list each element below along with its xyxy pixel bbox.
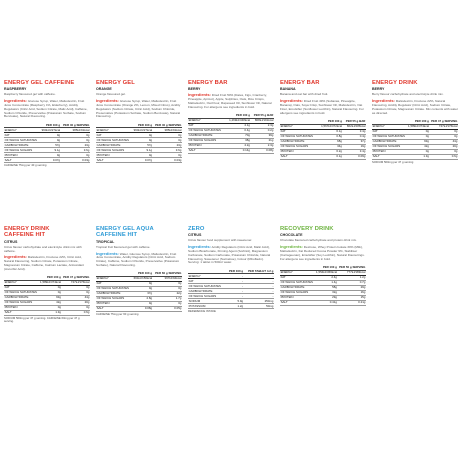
nutrient-name: OF WHICH SATURATES <box>96 138 132 143</box>
ingredients-text <box>96 99 182 119</box>
product-title: ENERGY BAR <box>280 80 320 86</box>
nutrient-value: 20g <box>430 144 458 149</box>
nutrient-value: 0g <box>132 286 153 291</box>
product-description: Tropical fruit flavoured gel with caffeine. <box>96 244 151 249</box>
nutrient-value: 777kJ/183kcal <box>338 270 366 275</box>
nutrient-name: CARBOHYDRATE <box>188 289 226 294</box>
nutrient-value: 42g <box>39 300 62 305</box>
ingredients-label: Ingredients: <box>188 244 211 250</box>
nutrient-value: 9.1g <box>40 148 61 153</box>
nutrient-name: ENERGY <box>280 270 315 275</box>
nutrient-name: PROTEIN <box>280 149 318 154</box>
nutrient-name: OF WHICH SATURATES <box>280 279 313 284</box>
nutrient-value: 4.1g <box>226 123 251 128</box>
nutrient-value: 0.6g <box>62 310 90 315</box>
nutrient-value: 964kJ/227kcal <box>41 127 61 132</box>
nutrient-name: CARBOHYDRATE <box>96 143 132 148</box>
nutrition-column-header: PER 100 g <box>40 123 61 128</box>
nutrition-column-header: PER 47 g SERVING <box>63 274 90 279</box>
nutrition-column-header: PER 60 g SERVING <box>153 272 182 277</box>
nutrition-table <box>4 276 90 316</box>
nutrient-name: ENERGY <box>4 128 40 133</box>
nutrient-value: 23g <box>61 143 90 148</box>
ingredients-list: Dried Fruit 49% (Sultanas, Pineapple, Banana), Oats, Soya Crisp, Sunflower Oil, Maltodextrin, Oat Flour, Emulsifier (Sunflower Lecithin), Natural Flavouring. For allergens see ingredients in bold. <box>280 99 364 115</box>
product-title: ENERGY GEL CAFFEINE <box>4 80 75 86</box>
nutrient-value: 3.4g <box>343 149 366 154</box>
nutrient-value: 23g <box>153 143 182 148</box>
nutrient-value: 19g <box>343 144 366 149</box>
nutrient-value: 1,589kJ/374kcal <box>408 123 429 128</box>
ingredients-text <box>96 252 182 268</box>
nutrient-value: 0g <box>132 133 153 138</box>
nutrient-value: - <box>244 274 274 279</box>
nutrient-value: 0g <box>153 153 182 158</box>
product-subtitle: CAFFEINE HIT <box>4 232 46 239</box>
nutrition-table <box>372 119 458 159</box>
nutrient-value: 250mg <box>244 299 274 304</box>
nutrition-column-header: PER 55 g BAR <box>251 114 274 119</box>
product-title: ZERO <box>188 226 205 232</box>
nutrient-value: 1,554kJ/366kcal <box>316 269 337 274</box>
nutrient-value: - <box>226 294 243 299</box>
nutrient-value: 808kJ/191kcal <box>251 118 274 123</box>
nutrient-value: 2.3g <box>251 143 274 148</box>
nutrition-table <box>280 119 366 159</box>
nutrient-value: 0.21g <box>338 300 366 305</box>
nutrient-value: 34g <box>318 144 343 149</box>
nutrient-name: OF WHICH SUGARS <box>188 294 226 299</box>
nutrition-column-header: PER 100 g <box>407 119 430 124</box>
nutrient-value: 39g <box>251 133 274 138</box>
nutrient-value: 747kJ/176kcal <box>430 124 458 129</box>
nutrient-value: 16g <box>338 290 366 295</box>
nutrient-name: OF WHICH SATURATES <box>96 286 132 291</box>
nutrition-row <box>372 154 458 159</box>
nutrient-value: 93g <box>407 139 430 144</box>
nutrient-value: - <box>226 289 243 294</box>
nutrient-value: 0.03g <box>153 158 182 163</box>
nutrient-name: OF WHICH SATURATES <box>280 134 318 139</box>
ingredients-label: Ingredients: <box>96 250 119 256</box>
nutrient-name: PROTEIN <box>188 143 226 148</box>
nutrient-value: 0g <box>430 129 458 134</box>
nutrient-name: CARBOHYDRATE <box>280 139 318 144</box>
nutrient-value: 0g <box>62 285 90 290</box>
nutrition-column-header: PER 100 g <box>132 123 153 128</box>
nutrition-column-header: PER 100 g <box>226 269 243 274</box>
nutrient-name: SALT <box>4 310 39 315</box>
nutrient-name: CARBOHYDRATE <box>280 285 315 290</box>
nutrient-name: FAT <box>372 129 407 134</box>
nutrient-name: OF WHICH SUGARS <box>280 290 315 295</box>
nutrient-name: SALT <box>4 158 40 163</box>
ingredients-list: Dried Fruit 50% (Dates, Figs, Cranberry, Pineapple, Apricot), Apple, Sulphites, Oats, Rice Crisps, Maltodextrin, Oat Flour, Rapeseed Oil, Sunflower Oil, Natural Flavouring. For allergens see ingredients in bold. <box>188 93 272 109</box>
nutrient-value: 68g <box>318 139 343 144</box>
product-card <box>188 226 274 314</box>
product-title: RECOVERY DRINK <box>280 226 334 232</box>
nutrient-value: 0g <box>40 138 61 143</box>
nutrient-value: 29g <box>315 295 338 300</box>
nutrition-column-header: PER 100 g <box>39 276 62 281</box>
nutrient-value: - <box>244 294 274 299</box>
nutrient-value: 1,589kJ/374kcal <box>40 280 61 285</box>
nutrient-value: 0g <box>40 153 61 158</box>
nutrient-name: OF WHICH SUGARS <box>96 296 132 301</box>
nutrient-value: 57g <box>40 143 61 148</box>
flavour-label: RASPBERRY <box>4 87 27 92</box>
product-title: ENERGY GEL AQUA <box>96 226 154 232</box>
nutrient-value: 57g <box>132 143 153 148</box>
nutrient-value: 1.3g <box>407 154 430 159</box>
nutrient-value: 0.08g <box>132 306 153 311</box>
ingredients-list: Dextrose, Whey Protein Isolate 30% (Milk), Maltodextrin, Fat Reduced Cocoa Powder 9%, Stabiliser (Carrageenan), Emulsifier (Soy Lecithin), Natural Flavourings. For allergens see ingredients in bold. <box>280 245 365 261</box>
product-title: ENERGY BAR <box>188 80 228 86</box>
nutrient-value: 0g <box>61 133 90 138</box>
nutrient-name: FAT <box>4 285 39 290</box>
nutrient-value: 0g <box>39 290 62 295</box>
nutrient-name: PROTEIN <box>4 305 39 310</box>
nutrient-name: SODIUM <box>188 299 226 304</box>
nutrient-name: POTASSIUM <box>188 304 226 309</box>
nutrition-table <box>280 265 366 305</box>
product-description: Citrus flavour food supplement with sweetener. <box>188 238 253 243</box>
flavour-label: CHOCOLATE <box>280 233 303 238</box>
nutrient-name: CARBOHYDRATE <box>4 295 39 300</box>
nutrient-value: 6.2g <box>318 149 343 154</box>
product-subtitle: CAFFEINE HIT <box>96 232 138 239</box>
flavour-label: BERRY <box>372 87 385 92</box>
nutrient-value: 0g <box>39 305 62 310</box>
nutrition-column-header: PER TABLET 4.2 g <box>244 269 274 274</box>
nutrient-value: 0g <box>153 138 182 143</box>
nutrient-value: 37g <box>343 139 366 144</box>
nutrient-name: OF WHICH SATURATES <box>372 133 405 138</box>
nutrition-table <box>96 272 182 312</box>
nutrient-name: PROTEIN <box>372 149 407 154</box>
nutrient-value: 0g <box>61 138 90 143</box>
nutrient-name: OF WHICH SATURATES <box>4 138 40 143</box>
nutrient-value: 1,469kJ/348kcal <box>226 118 251 123</box>
nutrient-name: OF WHICH SUGARS <box>96 148 132 153</box>
nutrient-value: 20g <box>62 300 90 305</box>
nutrient-value: 1.4g <box>315 280 338 285</box>
nutrition-footnote: REFERENCE INTAKE <box>188 309 216 314</box>
ingredients-text <box>4 255 90 271</box>
nutrient-value: 397kJ/94kcal <box>153 276 182 281</box>
nutrient-name: OF WHICH SUGARS <box>4 300 39 305</box>
nutrient-value: 862kJ/205kcal <box>343 124 366 129</box>
nutrient-value: 0g <box>62 305 90 310</box>
nutrient-value: 0.2g <box>251 128 274 133</box>
nutrition-row <box>96 158 182 163</box>
flavour-label: CITRUS <box>4 239 18 244</box>
nutrient-value: 0g <box>132 281 153 286</box>
product-description: Banana and oat bar with dried fruit. <box>280 92 329 97</box>
nutrient-value: 0g <box>407 134 430 139</box>
nutrition-column-header: PER 40 g SERVING <box>61 123 90 128</box>
nutrient-value: 2.8g <box>132 296 153 301</box>
ingredients-text <box>280 245 366 261</box>
nutrition-column-header: PER 100 g <box>132 272 153 277</box>
nutrient-name: ENERGY <box>188 274 226 279</box>
ingredients-list: Maltodextrin, Fructose 22%, Natural Flavouring, Acidity Regulator (Citric Acid), Sodium Citrate, Potassium Citrate, Magnesium Citrate. Mix contents with water as directed. <box>372 99 458 115</box>
nutrient-name: SALT <box>280 154 318 159</box>
nutrient-name: PROTEIN <box>4 153 40 158</box>
nutrition-table <box>188 114 274 154</box>
nutrient-value: - <box>226 284 243 289</box>
nutrient-value: 1.2g <box>338 275 366 280</box>
product-card <box>280 80 366 160</box>
nutrient-name: FAT <box>4 133 40 138</box>
nutrient-name: FAT <box>280 129 318 134</box>
nutrient-value: 0g <box>430 134 458 139</box>
nutrition-column-header: PER 100 g <box>226 114 251 119</box>
nutrient-value: 1.7g <box>153 296 182 301</box>
flavour-label: BANANA <box>280 87 296 92</box>
nutrient-name: SALT <box>188 148 226 153</box>
nutrition-footnote: SODIUM 500mg per 47 g serving. CAFFEINE 60mg per 47 g serving. <box>4 315 80 324</box>
nutrient-value: 44g <box>62 295 90 300</box>
nutrient-name: FAT <box>280 275 315 280</box>
nutrient-value: 0.8g <box>318 134 343 139</box>
nutrient-name: OF WHICH SUGARS <box>280 144 318 149</box>
nutrition-footnote: CAFFEINE 75mg per 40 g serving <box>4 163 47 168</box>
nutrient-name: ENERGY <box>188 118 226 123</box>
flavour-label: BERRY <box>188 87 201 92</box>
nutrition-table <box>188 269 274 309</box>
nutrient-value: 1,567kJ/372kcal <box>318 124 343 129</box>
nutrient-value: 0.1g <box>318 154 343 159</box>
flavour-label: CITRUS <box>188 233 202 238</box>
ingredients-text <box>4 99 90 119</box>
nutrient-value: 2.4g <box>315 275 338 280</box>
nutrient-name: ENERGY <box>4 280 39 285</box>
nutrient-value: 0.6g <box>430 154 458 159</box>
nutrient-value: 964kJ/227kcal <box>133 127 153 132</box>
nutrient-value: 385kJ/91kcal <box>61 128 90 133</box>
product-title: ENERGY DRINK <box>4 226 50 232</box>
nutrient-value: 5.9g <box>226 299 243 304</box>
product-card <box>188 80 274 154</box>
nutrition-table <box>96 123 182 163</box>
ingredients-list: Maltodextrin, Fructose 22%, Citric Acid, Natural Flavouring, Sodium Citrate, Potassium Citrate, Magnesium Citrate, Caffeine, Calcium Lactate, Antioxidant (Ascorbic Acid). <box>4 255 84 271</box>
nutrition-row <box>280 154 366 159</box>
nutrient-value: 3.6g <box>61 148 90 153</box>
nutrient-name: OF WHICH SATURATES <box>188 284 226 289</box>
nutrition-footnote: CAFFEINE 75mg per 60 g serving <box>96 311 139 316</box>
product-description: Citrus flavour carbohydrate and electrolyte drink mix with caffeine. <box>4 244 82 253</box>
ingredients-label: Ingredients: <box>96 98 119 104</box>
nutrient-value: 0g <box>132 138 153 143</box>
nutrition-row <box>280 300 366 305</box>
nutrient-value: 0g <box>430 149 458 154</box>
nutrient-value: 0.07g <box>40 158 61 163</box>
nutrient-name: SALT <box>96 158 132 163</box>
nutrient-value: 6.1g <box>318 129 343 134</box>
nutrient-name: PROTEIN <box>96 153 132 158</box>
nutrient-name: ENERGY <box>96 128 132 133</box>
nutrient-value: 0g <box>153 286 182 291</box>
flavour-label: ORANGE <box>96 87 112 92</box>
nutrition-row <box>4 158 90 163</box>
nutrient-value: 0.14g <box>226 148 251 153</box>
nutrient-name: FAT <box>96 281 132 286</box>
nutrient-value: 4.2g <box>226 143 251 148</box>
product-title: ENERGY DRINK <box>372 80 418 86</box>
nutrient-value: 0.4g <box>226 128 251 133</box>
nutrient-value: 0g <box>153 301 182 306</box>
nutrient-value: 50mg <box>244 304 274 309</box>
nutrient-value: 42g <box>407 144 430 149</box>
product-card <box>96 226 182 316</box>
nutrient-value: 0g <box>132 153 153 158</box>
product-card <box>280 226 366 306</box>
nutrition-column-header: PER 100 g <box>315 265 338 270</box>
nutrient-value: 29g <box>338 285 366 290</box>
nutrient-value: 0.4g <box>343 134 366 139</box>
nutrient-value: 0.03g <box>61 158 90 163</box>
nutrient-value: 22g <box>153 291 182 296</box>
nutrient-value: 661kJ/156kcal <box>133 276 153 281</box>
nutrient-value: 0g <box>40 133 61 138</box>
nutrient-value: 0g <box>407 129 430 134</box>
nutrient-name: ENERGY <box>280 124 318 129</box>
nutrient-value: 747kJ/176kcal <box>62 280 90 285</box>
nutrient-value: 37g <box>132 291 153 296</box>
nutrient-name: PROTEIN <box>96 301 132 306</box>
nutrition-column-header: PER 50 g SERVING <box>339 264 366 269</box>
nutrient-value: 1.2g <box>226 304 243 309</box>
ingredients-label: Ingredients: <box>280 244 303 250</box>
nutrient-value: 0g <box>62 290 90 295</box>
nutrient-value: 58g <box>315 285 338 290</box>
nutrient-value: - <box>244 289 274 294</box>
nutrient-name: SALT <box>96 306 132 311</box>
nutrition-column-header: PER 100 g <box>318 119 343 124</box>
flavour-label: TROPICAL <box>96 239 115 244</box>
nutrient-value: 3.4g <box>343 129 366 134</box>
product-title: ENERGY GEL <box>96 80 135 86</box>
nutrient-name: CARBOHYDRATE <box>372 139 407 144</box>
nutrient-value: 3.6g <box>153 148 182 153</box>
nutrient-name: CARBOHYDRATE <box>4 143 40 148</box>
ingredients-list: Glucose Syrup, Water, Maltodextrin, Fruit Juice Concentrate (Orange 2%, Lemon, Mixed Citrus), Acidity Regulators (Sodium Citrate, Citric Acid), Sodium Chloride, Preservative (Potassium Sorbate, Sodium Benzoate), Natural Flavouring. <box>96 99 181 119</box>
nutrition-row <box>188 148 274 153</box>
nutrient-value: 0.7g <box>338 280 366 285</box>
nutrition-column-header: PER 40 g SERVING <box>153 123 182 128</box>
ingredients-label: Ingredients: <box>4 254 27 260</box>
nutrient-value: 32g <box>315 290 338 295</box>
nutrient-name: FAT <box>188 123 226 128</box>
ingredients-text <box>188 93 274 109</box>
ingredients-list: Acidity Regulators (Citric Acid, Malic Acid), Sodium Bicarbonate, Firming Agent (Sorbitol), Magnesium Carbonate, Sodium Carbonate, Potassium Chloride, Natural Flavouring, Sweetener (Sucralose), Colour (Riboflavin). Serving: 1 tablet in 500ml water. <box>188 245 271 265</box>
nutrient-name: ENERGY <box>372 124 407 129</box>
nutrient-value: 93g <box>39 295 62 300</box>
nutrient-value: 0.08g <box>251 148 274 153</box>
nutrient-name: OF WHICH SATURATES <box>188 128 226 133</box>
ingredients-list: Water, Glucose Syrup, Maltodextrin, Fruit Juice Concentrate, Acidity Regulators (Citric Acid, Sodium Citrate), Caffeine, Sodium Chloride, Preservative (Potassium Sorbate), Natural Flavouring. <box>96 251 180 267</box>
nutrient-value: 0g <box>39 285 62 290</box>
nutrient-value: 0g <box>407 149 430 154</box>
ingredients-text <box>372 99 458 115</box>
nutrient-value: - <box>226 274 243 279</box>
ingredients-text <box>188 245 274 265</box>
product-description: Orange flavoured gel. <box>96 92 126 97</box>
nutrient-value: 0.05g <box>153 306 182 311</box>
ingredients-label: Ingredients: <box>188 92 211 98</box>
nutrition-column-header: PER 55 g BAR <box>343 119 366 124</box>
nutrient-value: 21g <box>251 138 274 143</box>
nutrient-value: 0.06g <box>343 154 366 159</box>
nutrient-value: - <box>244 284 274 289</box>
nutrition-column-header: PER 47 g SERVING <box>431 118 458 123</box>
nutrient-value: 9.1g <box>132 148 153 153</box>
nutrient-value: 0.41g <box>315 300 338 305</box>
nutrient-name: FAT <box>96 133 132 138</box>
nutrient-name: OF WHICH SUGARS <box>372 144 407 149</box>
ingredients-list: Glucose Syrup, Water, Maltodextrin, Fruit Juice Concentrate (Raspberry 1%, Elderberry), Acidity Regulators (Citric Acid, Sodium Citrate, Malic Acid), Caffeine, Sodium Chloride, Preservative (Potassium Sorbate, Sodium Benzoate), Natural Flavouring. <box>4 99 88 119</box>
nutrient-value: 15g <box>338 295 366 300</box>
product-card <box>96 80 182 163</box>
nutrient-value: 0g <box>153 281 182 286</box>
nutrient-value: 38g <box>226 138 251 143</box>
ingredients-label: Ingredients: <box>4 98 27 104</box>
nutrient-value: 2.3g <box>251 123 274 128</box>
product-description: Raspberry flavoured gel with caffeine. <box>4 92 56 97</box>
nutrient-value: 385kJ/91kcal <box>153 128 182 133</box>
nutrient-value: 0g <box>153 133 182 138</box>
product-card <box>4 80 90 168</box>
nutrition-row <box>4 310 90 315</box>
product-card <box>4 226 90 324</box>
nutrition-footnote: SODIUM 500mg per 47 g serving <box>372 159 414 164</box>
nutrient-value: - <box>226 279 243 284</box>
nutrient-value: 0.07g <box>132 158 153 163</box>
nutrient-name: FAT <box>188 279 226 284</box>
product-description: Chocolate flavoured carbohydrate and protein drink mix. <box>280 238 357 243</box>
nutrient-value: 1.3g <box>39 310 62 315</box>
nutrient-value: 70g <box>226 133 251 138</box>
nutrient-value: 44g <box>430 139 458 144</box>
product-description: Berry flavour carbohydrate and electrolyte drink mix. <box>372 92 444 97</box>
nutrient-name: PROTEIN <box>280 295 315 300</box>
nutrient-name: CARBOHYDRATE <box>96 291 132 296</box>
nutrient-value: 0g <box>61 153 90 158</box>
nutrient-value: - <box>244 279 274 284</box>
ingredients-label: Ingredients: <box>280 98 303 104</box>
nutrient-name: SALT <box>372 154 407 159</box>
nutrient-name: OF WHICH SATURATES <box>4 290 37 295</box>
nutrient-name: OF WHICH SUGARS <box>188 138 226 143</box>
nutrient-name: SALT <box>280 300 315 305</box>
ingredients-label: Ingredients: <box>372 98 395 104</box>
nutrition-row <box>188 304 274 309</box>
nutrient-name: ENERGY <box>96 276 132 281</box>
nutrition-row <box>96 306 182 311</box>
nutrient-name: OF WHICH SUGARS <box>4 148 40 153</box>
nutrition-table <box>4 123 90 163</box>
product-card <box>372 80 458 164</box>
nutrient-value: 0g <box>132 301 153 306</box>
nutrient-name: CARBOHYDRATE <box>188 133 226 138</box>
ingredients-text <box>280 99 366 115</box>
